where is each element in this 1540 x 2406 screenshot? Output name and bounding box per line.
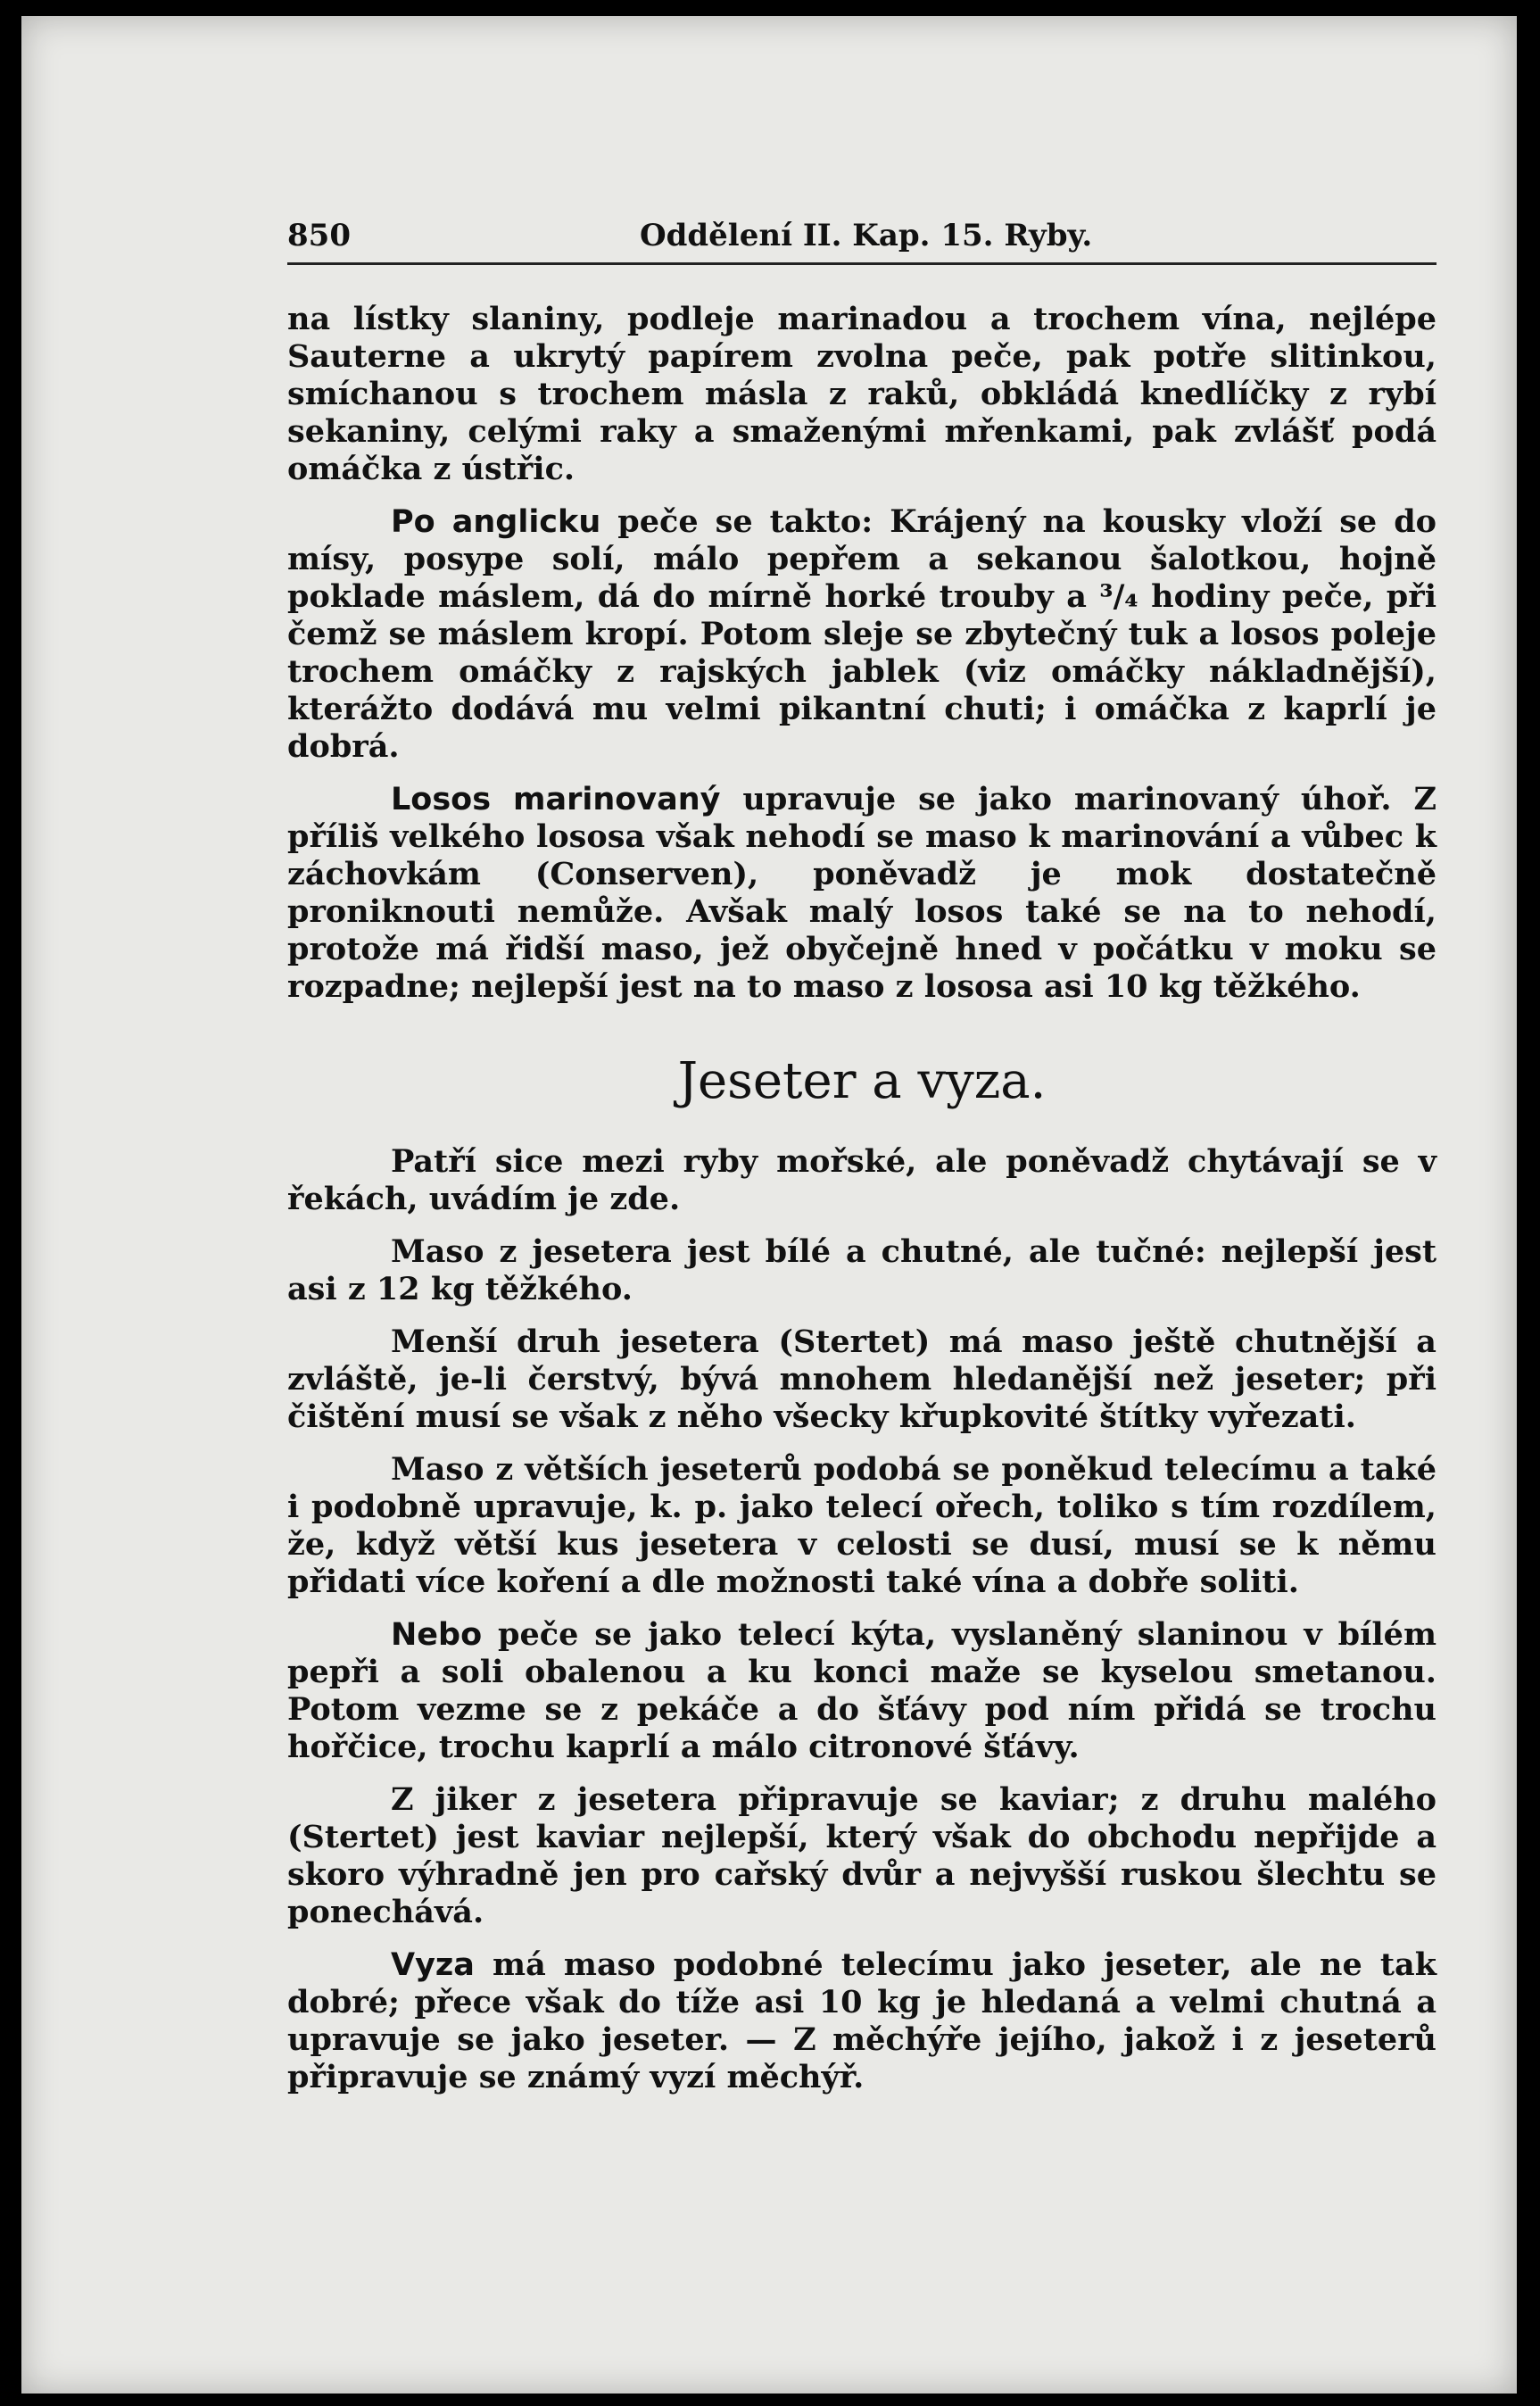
paragraph-text: Maso z větších jeseterů podobá se poněkud telecímu a také i podobně upravuje, k. p. jako telecí ořech, toliko s tím rozdílem, že, když větší kus jesetera v celosti se dusí, musí se k němu přidati více koření a dle možnosti také vína a dobře soliti. [287, 1451, 1437, 1600]
paragraph-text: Patří sice mezi ryby mořské, ale poněvadž chytávají se v řekách, uvádím je zde. [287, 1143, 1437, 1217]
paragraph [287, 1616, 1437, 1766]
paragraph-lead: Vyza [391, 1947, 475, 1983]
paragraph-text: Maso z jesetera jest bílé a chutné, ale tučné: nejlepší jest asi z 12 kg těžkého. [287, 1233, 1437, 1307]
paragraph [287, 781, 1437, 1006]
paragraph [287, 1233, 1437, 1308]
paragraph-text: Z jiker z jesetera připravuje se kaviar; z druhu malého (Stertet) jest kaviar nejlepší, který však do obchodu nepřijde a skoro výhradně jen pro cařský dvůr a nejvyšší ruskou šlechtu se ponechává. [287, 1781, 1437, 1930]
running-title: Oddělení II. Kap. 15. Ryby. [640, 218, 1093, 253]
paragraph-text: peče se jako telecí kýta, vyslaněný slaninou v bílém pepři a soli obalenou a ku konci maže se kyselou smetanou. Potom vezme se z pekáče a do šťávy pod ním přidá se trochu hořčice, trochu kaprlí a málo citronové šťávy. [287, 1616, 1437, 1765]
paragraph-text: Menší druh jesetera (Stertet) má maso ještě chutnější a zvláště, je-li čerstvý, bývá mnohem hledanější než jeseter; při čištění musí se však z něho všecky křupkovité štítky vyřezati. [287, 1323, 1437, 1435]
paragraph-text: na lístky slaniny, podleje marinadou a trochem vína, nejlépe Sauterne a ukrytý papírem zvolna peče, pak potře slitinkou, smíchanou s trochem másla z raků, obkládá knedlíčky z rybí sekaniny, celými raky a smaženými mřenkami, pak zvlášť podá omáčka z ústřic. [287, 301, 1437, 487]
paragraph [287, 1323, 1437, 1436]
paragraph [287, 1143, 1437, 1218]
paragraph [287, 1451, 1437, 1601]
paragraph-lead: Nebo [391, 1617, 483, 1653]
paragraph-lead: Losos marinovaný [391, 782, 721, 817]
paragraph [287, 1781, 1437, 1931]
paragraph [287, 301, 1437, 488]
paragraph [287, 1946, 1437, 2096]
page-header [287, 216, 1437, 265]
paragraph-text: upravuje se jako marinovaný úhoř. Z příliš velkého lososa však nehodí se maso k marinování a vůbec k záchovkám (Conserven), poněvadž je mok dostatečně proniknouti nemůže. Avšak malý losos také se na to nehodí, protože má řidší maso, jež obyčejně hned v počátku v moku se rozpadne; nejlepší jest na to maso z lososa asi 10 kg těžkého. [287, 781, 1437, 1005]
paragraph-text: peče se takto: Krájený na kousky vloží se do mísy, posype solí, málo pepřem a sekanou šalotkou, hojně poklade máslem, dá do mírně horké trouby a ³/₄ hodiny peče, při čemž se máslem kropí. Potom sleje se zbytečný tuk a losos poleje trochem omáčky z rajských jablek (viz omáčky nákladnější), kterážto dodává mu velmi pikantní chuti; i omáčka z kaprlí je dobrá. [287, 503, 1437, 765]
paragraph [287, 503, 1437, 766]
book-page [21, 16, 1517, 2394]
section-title: Jeseter a vyza. [677, 1052, 1047, 1110]
paragraph-lead: Po anglicku [391, 504, 601, 540]
paragraph-text: má maso podobné telecímu jako jeseter, ale ne tak dobré; přece však do tíže asi 10 kg je hledaná a velmi chutná a upravuje se jako jeseter. — Z měchýře jejího, jakož i z jeseterů připravuje se známý vyzí měchýř. [287, 1946, 1437, 2095]
page-number: 850 [287, 218, 351, 253]
page-content [287, 216, 1437, 2096]
